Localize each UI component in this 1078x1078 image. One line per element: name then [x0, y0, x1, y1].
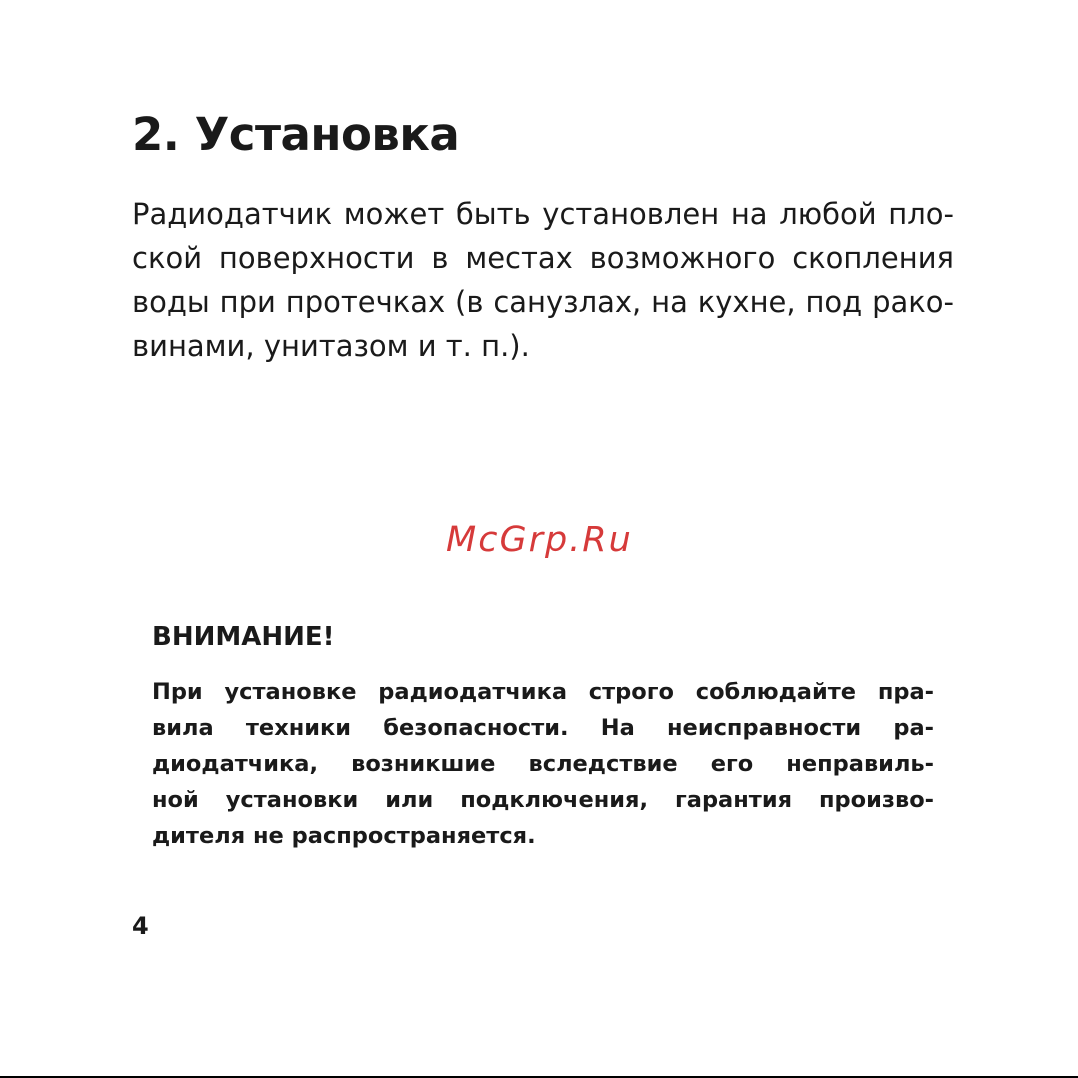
warning-line: При установке радиодатчика строго соблюдайте пра-: [152, 679, 934, 705]
body-line: ской поверхности в местах возможного скопления: [132, 241, 954, 275]
warning-line: вила техники безопасности. На неисправности ра-: [152, 715, 934, 741]
warning-body: [152, 674, 934, 854]
body-line: Радиодатчик может быть установлен на любой пло-: [132, 197, 954, 231]
warning-line: дителя не распространяется.: [152, 823, 536, 849]
section-body: [132, 192, 954, 368]
watermark-text: McGrp.Ru: [446, 520, 633, 560]
body-line: воды при протечках (в санузлах, на кухне, под рако-: [132, 285, 954, 319]
section-title: 2. Установка: [132, 108, 460, 161]
body-line: винами, унитазом и т. п.).: [132, 329, 530, 363]
warning-line: ной установки или подключения, гарантия произво-: [152, 787, 934, 813]
warning-line: диодатчика, возникшие вследствие его неправиль-: [152, 751, 934, 777]
page-number: 4: [132, 912, 149, 940]
warning-title: ВНИМАНИЕ!: [152, 622, 335, 652]
